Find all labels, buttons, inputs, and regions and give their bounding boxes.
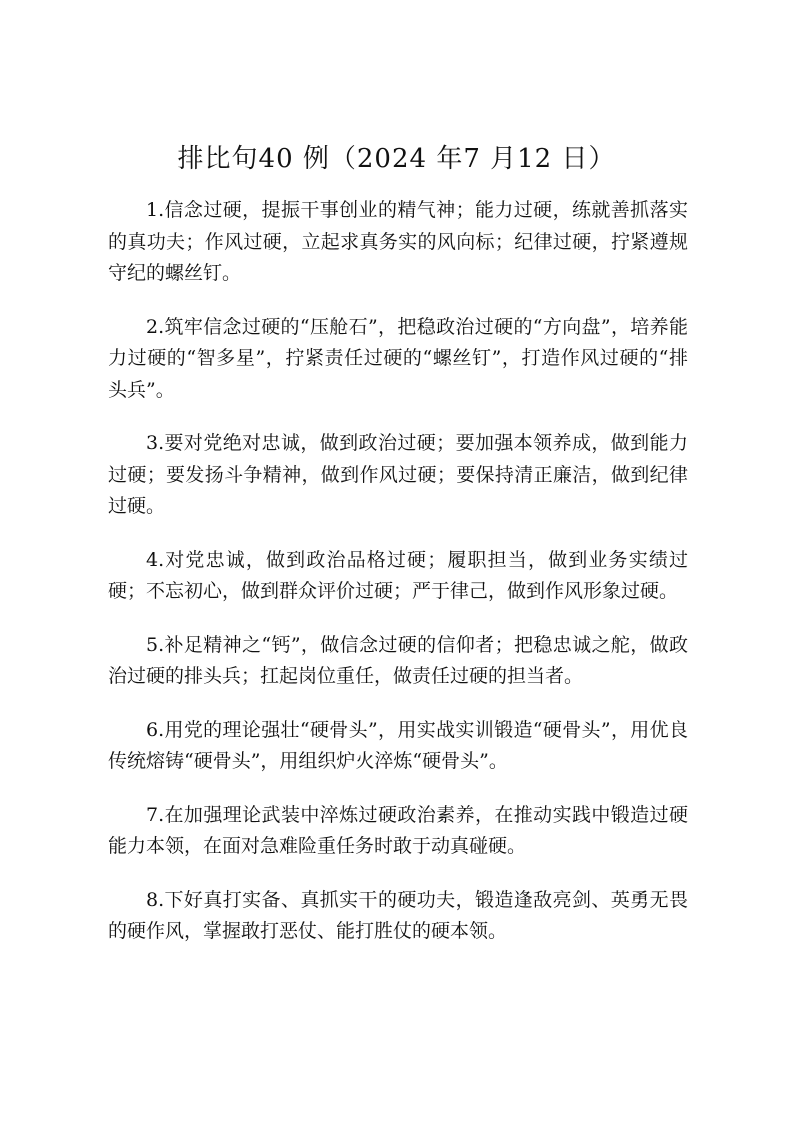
paragraph-4: 4.对党忠诚，做到政治品格过硬；履职担当，做到业务实绩过硬；不忘初心，做到群众评价过硬；严于律己，做到作风形象过硬。: [108, 548, 688, 602]
document-title: 排比句40 例（2024 年7 月12 日）: [177, 144, 616, 174]
document-body: [108, 195, 688, 970]
paragraph-3: 3.要对党绝对忠诚，做到政治过硬；要加强本领养成，做到能力过硬；要发扬斗争精神，做到作风过硬；要保持清正廉洁，做到纪律过硬。: [108, 432, 688, 517]
paragraph-2: 2.筑牢信念过硬的“压舱石”，把稳政治过硬的“方向盘”，培养能力过硬的“智多星”，拧紧责任过硬的“螺丝钉”，打造作风过硬的“排头兵”。: [108, 315, 688, 401]
paragraph-7: 7.在加强理论武装中淬炼过硬政治素养，在推动实践中锻造过硬能力本领，在面对急难险重任务时敢于动真碰硬。: [108, 803, 688, 857]
paragraph-5: 5.补足精神之“钙”，做信念过硬的信仰者；把稳忠诚之舵，做政治过硬的排头兵；扛起岗位重任，做责任过硬的担当者。: [108, 633, 688, 687]
paragraph-6: 6.用党的理论强壮“硬骨头”，用实战实训锻造“硬骨头”，用优良传统熔铸“硬骨头”，用组织炉火淬炼“硬骨头”。: [108, 718, 688, 772]
paragraph-1: 1.信念过硬，提振干事创业的精气神；能力过硬，练就善抓落实的真功夫；作风过硬，立起求真务实的风向标；纪律过硬，拧紧遵规守纪的螺丝钉。: [108, 199, 688, 284]
paragraph-8: 8.下好真打实备、真抓实干的硬功夫，锻造逢敌亮剑、英勇无畏的硬作风，掌握敢打恶仗、能打胜仗的硬本领。: [108, 888, 688, 942]
